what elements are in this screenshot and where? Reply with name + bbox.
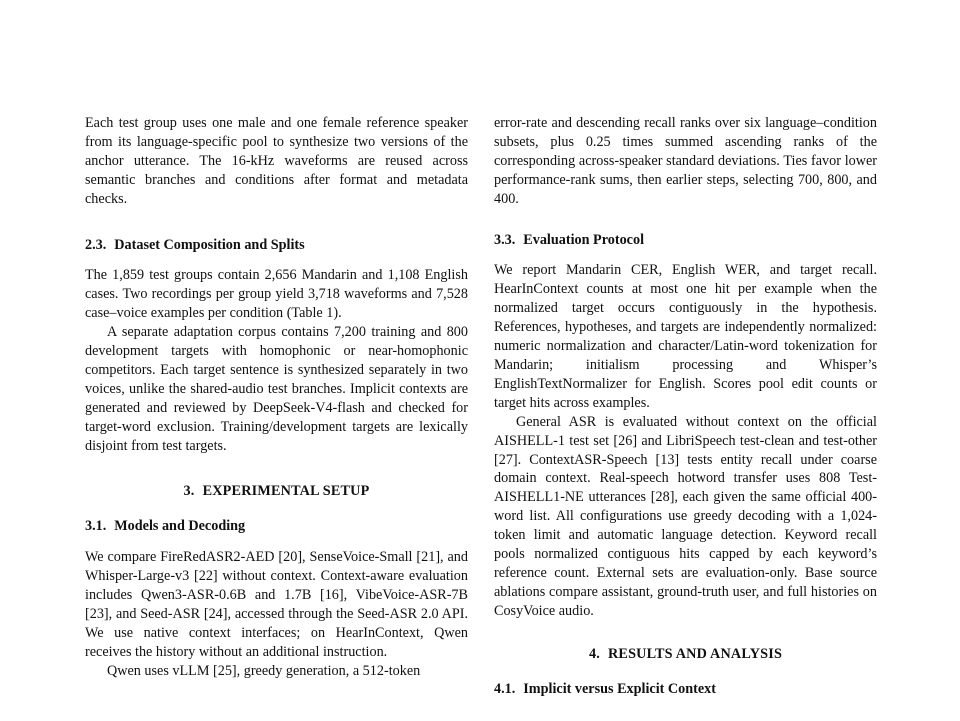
section-title: Models and Decoding bbox=[114, 518, 246, 535]
section-title: Dataset Composition and Splits bbox=[114, 236, 305, 253]
paragraph-general-asr: General ASR is evaluated without context on the official AISHELL-1 test set [26] and LibriSpeech test-clean and test-other [27]. ContextASR-Speech [13] tests entity recall under coarse domain context. Real-speech hotword transfer uses 808 Test-AISHELL1-NE utterances [28], each given the same official 400-word list. All configurations use greedy decoding with a 1,024-token limit and automatic language detection. Keyword recall pools normalized contiguous hits capped by each keyword’s reference count. External sets are evaluation-only. Base source ablations compare assistant, ground-truth user, and full histories on CosyVoice audio. bbox=[494, 413, 877, 619]
section-heading-3-1 bbox=[85, 517, 468, 536]
section-number: 3.1. bbox=[85, 518, 107, 535]
right-column bbox=[494, 114, 877, 698]
section-number: 4. bbox=[588, 645, 600, 662]
section-heading-4-1 bbox=[494, 680, 877, 699]
paragraph-models-compared: We compare FireRedASR2-AED [20], SenseVoice-Small [21], and Whisper-Large-v3 [22] without context. Context-aware evaluation includes Qwen3-ASR-0.6B and 1.7B [16], VibeVoice-ASR-7B [23], and Seed-ASR [24], accessed through the Seed-ASR 2.0 API. We use native context interfaces; on HearInContext, Qwen receives the history without an additional instruction. bbox=[85, 549, 468, 660]
section-heading-2-3 bbox=[85, 236, 468, 255]
section-heading-3-3 bbox=[494, 231, 877, 250]
section-number: 3. bbox=[183, 482, 195, 499]
section-title: Implicit versus Explicit Context bbox=[523, 680, 716, 697]
section-title: RESULTS AND ANALYSIS bbox=[607, 645, 783, 662]
paragraph-adaptation-corpus: A separate adaptation corpus contains 7,200 training and 800 development targets with homophonic or near-homophonic competitors. Each target sentence is synthesized separately in two voices, unlike the shared-audio test branches. Implicit contexts are generated and reviewed by DeepSeek-V4-flash and checked for target-word exclusion. Training/development targets are lexically disjoint from test targets. bbox=[85, 324, 468, 454]
section-number: 4.1. bbox=[494, 680, 516, 697]
section-heading-3 bbox=[85, 482, 468, 501]
section-number: 2.3. bbox=[85, 236, 107, 253]
section-title: EXPERIMENTAL SETUP bbox=[202, 482, 370, 499]
section-title: Evaluation Protocol bbox=[523, 231, 645, 248]
left-column bbox=[85, 114, 468, 681]
section-number: 3.3. bbox=[494, 231, 516, 248]
paragraph-dataset-composition: The 1,859 test groups contain 2,656 Mandarin and 1,108 English cases. Two recordings per group yield 3,718 waveforms and 7,528 case–voice examples per condition (Table 1). bbox=[85, 267, 468, 322]
paragraph-qwen-decoding: Qwen uses vLLM [25], greedy generation, a 512-token bbox=[107, 662, 421, 679]
paragraph-continued: error-rate and descending recall ranks over six language–condition subsets, plus 0.25 times summed ascending ranks of the corresponding across-speaker standard deviations. Ties favor lower performance-rank sums, then earlier steps, selecting 700, 800, and 400. bbox=[494, 115, 877, 207]
paragraph-intro: Each test group uses one male and one female reference speaker from its language-specific pool to synthesize two versions of the anchor utterance. The 16-kHz waveforms are reused across semantic branches and conditions after format and metadata checks. bbox=[85, 115, 468, 207]
paragraph-evaluation-metrics: We report Mandarin CER, English WER, and target recall. HearInContext counts at most one hit per example when the normalized target occurs contiguously in the hypothesis. References, hypotheses, and targets are independently normalized: numeric normalization and character/Latin-word tokenization for Mandarin; initialism processing and Whisper’s EnglishTextNormalizer for English. Scores pool edit counts or target hits across examples. bbox=[494, 262, 877, 411]
section-heading-4 bbox=[494, 645, 877, 664]
